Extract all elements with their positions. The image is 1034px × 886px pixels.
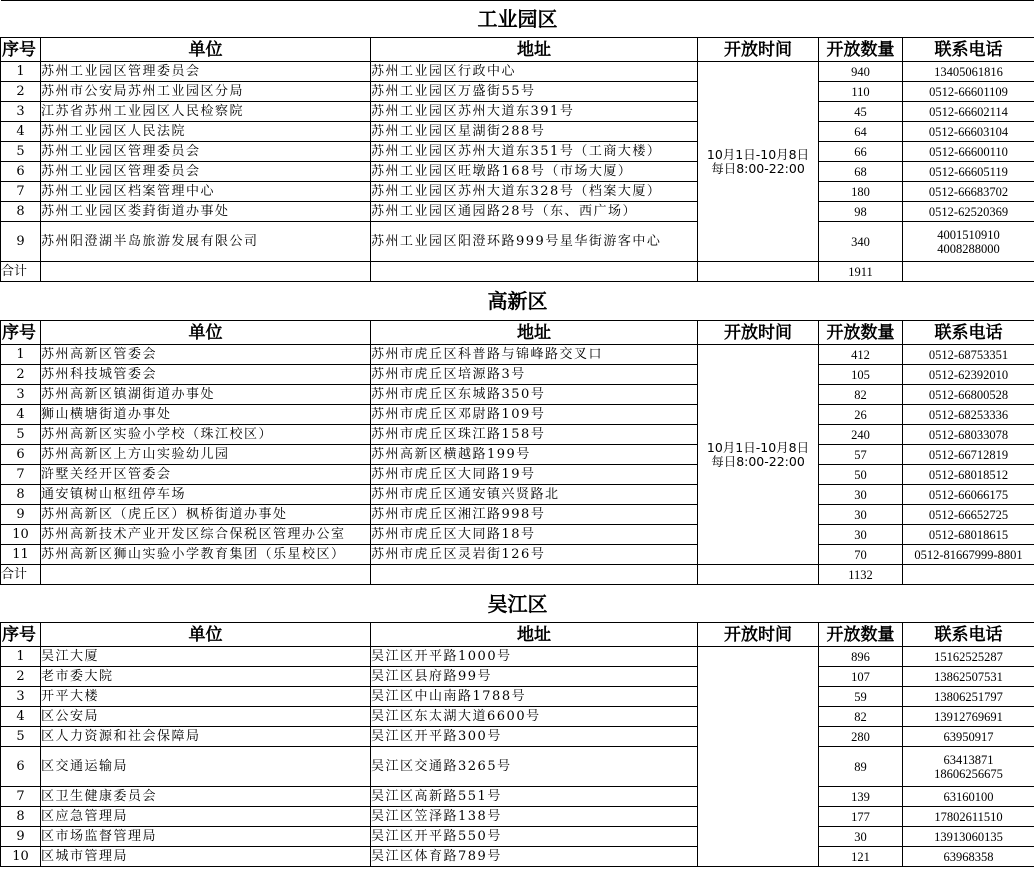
header-unit: 单位: [41, 38, 371, 62]
total-empty: [41, 565, 371, 585]
open-time: 10月1日-10月8日 每日8:00-22:00: [698, 345, 819, 565]
row-count: 121: [819, 847, 903, 867]
row-address: 苏州工业园区行政中心: [371, 62, 698, 82]
row-no: 8: [1, 485, 41, 505]
section-title-row: [1, 1, 1034, 38]
row-unit: 苏州市公安局苏州工业园区分局: [41, 82, 371, 102]
row-phone: 0512-66602114: [903, 102, 1034, 122]
row-unit: 区市场监督管理局: [41, 827, 371, 847]
row-unit: 区应急管理局: [41, 807, 371, 827]
table-row: [1, 425, 1034, 445]
row-unit: 苏州科技城管委会: [41, 365, 371, 385]
header-phone: 联系电话: [903, 623, 1034, 647]
row-count: 896: [819, 647, 903, 667]
row-phone: 13405061816: [903, 62, 1034, 82]
row-address: 苏州市虎丘区大同路18号: [371, 525, 698, 545]
row-phone: 0512-66601109: [903, 82, 1034, 102]
table-row: [1, 385, 1034, 405]
row-no: 5: [1, 727, 41, 747]
row-address: 苏州市虎丘区通安镇兴贤路北: [371, 485, 698, 505]
row-no: 6: [1, 747, 41, 787]
row-phone: 0512-62520369: [903, 202, 1034, 222]
open-time: [698, 647, 819, 867]
row-no: 4: [1, 405, 41, 425]
header-no: 序号: [1, 321, 41, 345]
total-label: 合计: [1, 565, 41, 585]
table-row: [1, 202, 1034, 222]
row-address: 吴江区中山南路1788号: [371, 687, 698, 707]
table-row: [1, 122, 1034, 142]
row-no: 7: [1, 787, 41, 807]
table-row: [1, 505, 1034, 525]
row-count: 240: [819, 425, 903, 445]
row-count: 180: [819, 182, 903, 202]
total-empty: [698, 262, 819, 282]
total-row: [1, 565, 1034, 585]
row-no: 2: [1, 82, 41, 102]
row-count: 45: [819, 102, 903, 122]
row-no: 2: [1, 365, 41, 385]
row-no: 1: [1, 647, 41, 667]
row-address: 吴江区东太湖大道6600号: [371, 707, 698, 727]
row-unit: 苏州工业园区管理委员会: [41, 62, 371, 82]
row-count: 68: [819, 162, 903, 182]
row-address: 苏州市虎丘区大同路19号: [371, 465, 698, 485]
row-address: 吴江区开平路1000号: [371, 647, 698, 667]
row-count: 139: [819, 787, 903, 807]
row-count: 64: [819, 122, 903, 142]
row-no: 3: [1, 385, 41, 405]
row-address: 吴江区县府路99号: [371, 667, 698, 687]
row-count: 82: [819, 707, 903, 727]
table-row: [1, 62, 1034, 82]
row-no: 10: [1, 847, 41, 867]
row-phone: 63968358: [903, 847, 1034, 867]
row-address: 苏州市虎丘区科普路与锦峰路交叉口: [371, 345, 698, 365]
row-unit: 苏州高新区（虎丘区）枫桥街道办事处: [41, 505, 371, 525]
row-address: 苏州市虎丘区东城路350号: [371, 385, 698, 405]
total-empty: [371, 565, 698, 585]
section-title: 吴江区: [1, 585, 1034, 623]
table-row: [1, 102, 1034, 122]
header-time: 开放时间: [698, 38, 819, 62]
row-no: 1: [1, 345, 41, 365]
row-no: 4: [1, 707, 41, 727]
header-address: 地址: [371, 623, 698, 647]
row-address: 苏州工业园区万盛街55号: [371, 82, 698, 102]
row-no: 6: [1, 162, 41, 182]
row-phone: 0512-66683702: [903, 182, 1034, 202]
row-phone: 0512-68753351: [903, 345, 1034, 365]
header-count: 开放数量: [819, 623, 903, 647]
total-empty: [903, 262, 1034, 282]
row-count: 177: [819, 807, 903, 827]
header-count: 开放数量: [819, 321, 903, 345]
row-address: 苏州市虎丘区灵岩街126号: [371, 545, 698, 565]
row-no: 10: [1, 525, 41, 545]
row-no: 4: [1, 122, 41, 142]
table-row: [1, 707, 1034, 727]
table-row: [1, 727, 1034, 747]
header-no: 序号: [1, 623, 41, 647]
table-row: [1, 162, 1034, 182]
total-empty: [698, 565, 819, 585]
table-row: [1, 847, 1034, 867]
row-count: 57: [819, 445, 903, 465]
row-count: 412: [819, 345, 903, 365]
row-phone: 0512-81667999-8801: [903, 545, 1034, 565]
row-count: 30: [819, 525, 903, 545]
row-unit: 苏州工业园区档案管理中心: [41, 182, 371, 202]
row-no: 9: [1, 505, 41, 525]
header-unit: 单位: [41, 321, 371, 345]
total-count: 1911: [819, 262, 903, 282]
row-no: 7: [1, 182, 41, 202]
row-count: 70: [819, 545, 903, 565]
section-title-row: [1, 282, 1034, 321]
row-unit: 吴江大厦: [41, 647, 371, 667]
row-unit: 区城市管理局: [41, 847, 371, 867]
table-row: [1, 787, 1034, 807]
section-title: 高新区: [1, 282, 1034, 321]
header-phone: 联系电话: [903, 38, 1034, 62]
row-count: 30: [819, 827, 903, 847]
row-address: 苏州工业园区苏州大道东391号: [371, 102, 698, 122]
row-count: 280: [819, 727, 903, 747]
row-no: 5: [1, 425, 41, 445]
row-unit: 苏州高新区上方山实验幼儿园: [41, 445, 371, 465]
row-no: 8: [1, 202, 41, 222]
open-time: 10月1日-10月8日 每日8:00-22:00: [698, 62, 819, 262]
row-address: 吴江区体育路789号: [371, 847, 698, 867]
row-phone: 63950917: [903, 727, 1034, 747]
row-phone: 13912769691: [903, 707, 1034, 727]
header-time: 开放时间: [698, 321, 819, 345]
row-count: 30: [819, 505, 903, 525]
row-unit: 通安镇树山枢纽停车场: [41, 485, 371, 505]
row-phone: 0512-68033078: [903, 425, 1034, 445]
row-unit: 区公安局: [41, 707, 371, 727]
row-count: 98: [819, 202, 903, 222]
row-unit: 苏州工业园区人民法院: [41, 122, 371, 142]
row-count: 30: [819, 485, 903, 505]
row-address: 苏州工业园区苏州大道东328号（档案大厦）: [371, 182, 698, 202]
row-address: 苏州工业园区苏州大道东351号（工商大楼）: [371, 142, 698, 162]
table-row: [1, 807, 1034, 827]
row-unit: 区卫生健康委员会: [41, 787, 371, 807]
row-phone: 0512-68018615: [903, 525, 1034, 545]
header-phone: 联系电话: [903, 321, 1034, 345]
row-no: 9: [1, 827, 41, 847]
row-no: 7: [1, 465, 41, 485]
table-row: [1, 142, 1034, 162]
row-count: 26: [819, 405, 903, 425]
table-row: [1, 365, 1034, 385]
row-address: 苏州市虎丘区培源路3号: [371, 365, 698, 385]
row-unit: 苏州阳澄湖半岛旅游发展有限公司: [41, 222, 371, 262]
row-phone: 0512-68253336: [903, 405, 1034, 425]
row-unit: 区交通运输局: [41, 747, 371, 787]
row-no: 8: [1, 807, 41, 827]
row-unit: 苏州工业园区管理委员会: [41, 142, 371, 162]
row-count: 50: [819, 465, 903, 485]
total-count: 1132: [819, 565, 903, 585]
table-row: [1, 182, 1034, 202]
row-address: 苏州市虎丘区湘江路998号: [371, 505, 698, 525]
row-unit: 江苏省苏州工业园区人民检察院: [41, 102, 371, 122]
table-row: [1, 465, 1034, 485]
row-phone: 63413871 18606256675: [903, 747, 1034, 787]
row-address: 吴江区开平路550号: [371, 827, 698, 847]
row-address: 苏州市虎丘区珠江路158号: [371, 425, 698, 445]
row-unit: 区人力资源和社会保障局: [41, 727, 371, 747]
row-count: 89: [819, 747, 903, 787]
row-phone: 0512-66652725: [903, 505, 1034, 525]
row-address: 苏州高新区横越路199号: [371, 445, 698, 465]
row-address: 苏州工业园区星湖街288号: [371, 122, 698, 142]
row-no: 6: [1, 445, 41, 465]
total-empty: [371, 262, 698, 282]
row-address: 苏州工业园区旺墩路168号（市场大厦）: [371, 162, 698, 182]
row-count: 59: [819, 687, 903, 707]
row-phone: 0512-66712819: [903, 445, 1034, 465]
row-unit: 苏州高新区狮山实验小学教育集团（乐星校区）: [41, 545, 371, 565]
row-no: 3: [1, 687, 41, 707]
row-unit: 苏州高新区实验小学校（珠江校区）: [41, 425, 371, 445]
row-phone: 15162525287: [903, 647, 1034, 667]
row-count: 110: [819, 82, 903, 102]
row-address: 吴江区笠泽路138号: [371, 807, 698, 827]
row-no: 2: [1, 667, 41, 687]
total-row: [1, 262, 1034, 282]
total-empty: [903, 565, 1034, 585]
row-phone: 0512-62392010: [903, 365, 1034, 385]
row-address: 吴江区开平路300号: [371, 727, 698, 747]
row-phone: 0512-66603104: [903, 122, 1034, 142]
table-row: [1, 647, 1034, 667]
row-address: 苏州市虎丘区邓尉路109号: [371, 405, 698, 425]
row-unit: 狮山横塘街道办事处: [41, 405, 371, 425]
header-row: [1, 623, 1034, 647]
table-row: [1, 445, 1034, 465]
total-label: 合计: [1, 262, 41, 282]
total-empty: [41, 262, 371, 282]
row-phone: 0512-66800528: [903, 385, 1034, 405]
table-row: [1, 545, 1034, 565]
header-address: 地址: [371, 321, 698, 345]
row-address: 吴江区高新路551号: [371, 787, 698, 807]
row-unit: 苏州高新技术产业开发区综合保税区管理办公室: [41, 525, 371, 545]
row-phone: 13806251797: [903, 687, 1034, 707]
row-no: 9: [1, 222, 41, 262]
row-phone: 13913060135: [903, 827, 1034, 847]
table-row: [1, 687, 1034, 707]
row-address: 苏州工业园区通园路28号（东、西广场）: [371, 202, 698, 222]
table-row: [1, 345, 1034, 365]
header-unit: 单位: [41, 623, 371, 647]
row-phone: 17802611510: [903, 807, 1034, 827]
table-row: [1, 667, 1034, 687]
row-phone: 13862507531: [903, 667, 1034, 687]
table-row: [1, 525, 1034, 545]
header-address: 地址: [371, 38, 698, 62]
section-title-row: [1, 585, 1034, 623]
row-no: 1: [1, 62, 41, 82]
table-row: [1, 827, 1034, 847]
row-address: 吴江区交通路3265号: [371, 747, 698, 787]
row-no: 3: [1, 102, 41, 122]
header-row: [1, 38, 1034, 62]
header-row: [1, 321, 1034, 345]
section-title: 工业园区: [1, 1, 1034, 38]
table-row: [1, 82, 1034, 102]
row-unit: 苏州高新区管委会: [41, 345, 371, 365]
row-unit: 苏州高新区镇湖街道办事处: [41, 385, 371, 405]
row-phone: 0512-66605119: [903, 162, 1034, 182]
table-row: [1, 747, 1034, 787]
row-unit: 苏州工业园区娄葑街道办事处: [41, 202, 371, 222]
row-count: 82: [819, 385, 903, 405]
row-phone: 0512-66600110: [903, 142, 1034, 162]
row-phone: 0512-68018512: [903, 465, 1034, 485]
row-unit: 老市委大院: [41, 667, 371, 687]
row-count: 107: [819, 667, 903, 687]
row-no: 11: [1, 545, 41, 565]
table-row: [1, 222, 1034, 262]
row-count: 66: [819, 142, 903, 162]
row-phone: 4001510910 4008288000: [903, 222, 1034, 262]
row-phone: 0512-66066175: [903, 485, 1034, 505]
row-address: 苏州工业园区阳澄环路999号星华街游客中心: [371, 222, 698, 262]
row-count: 340: [819, 222, 903, 262]
row-unit: 苏州工业园区管理委员会: [41, 162, 371, 182]
table-row: [1, 485, 1034, 505]
row-count: 105: [819, 365, 903, 385]
header-time: 开放时间: [698, 623, 819, 647]
row-unit: 开平大楼: [41, 687, 371, 707]
row-no: 5: [1, 142, 41, 162]
row-phone: 63160100: [903, 787, 1034, 807]
table-row: [1, 405, 1034, 425]
row-count: 940: [819, 62, 903, 82]
row-unit: 浒墅关经开区管委会: [41, 465, 371, 485]
header-count: 开放数量: [819, 38, 903, 62]
header-no: 序号: [1, 38, 41, 62]
